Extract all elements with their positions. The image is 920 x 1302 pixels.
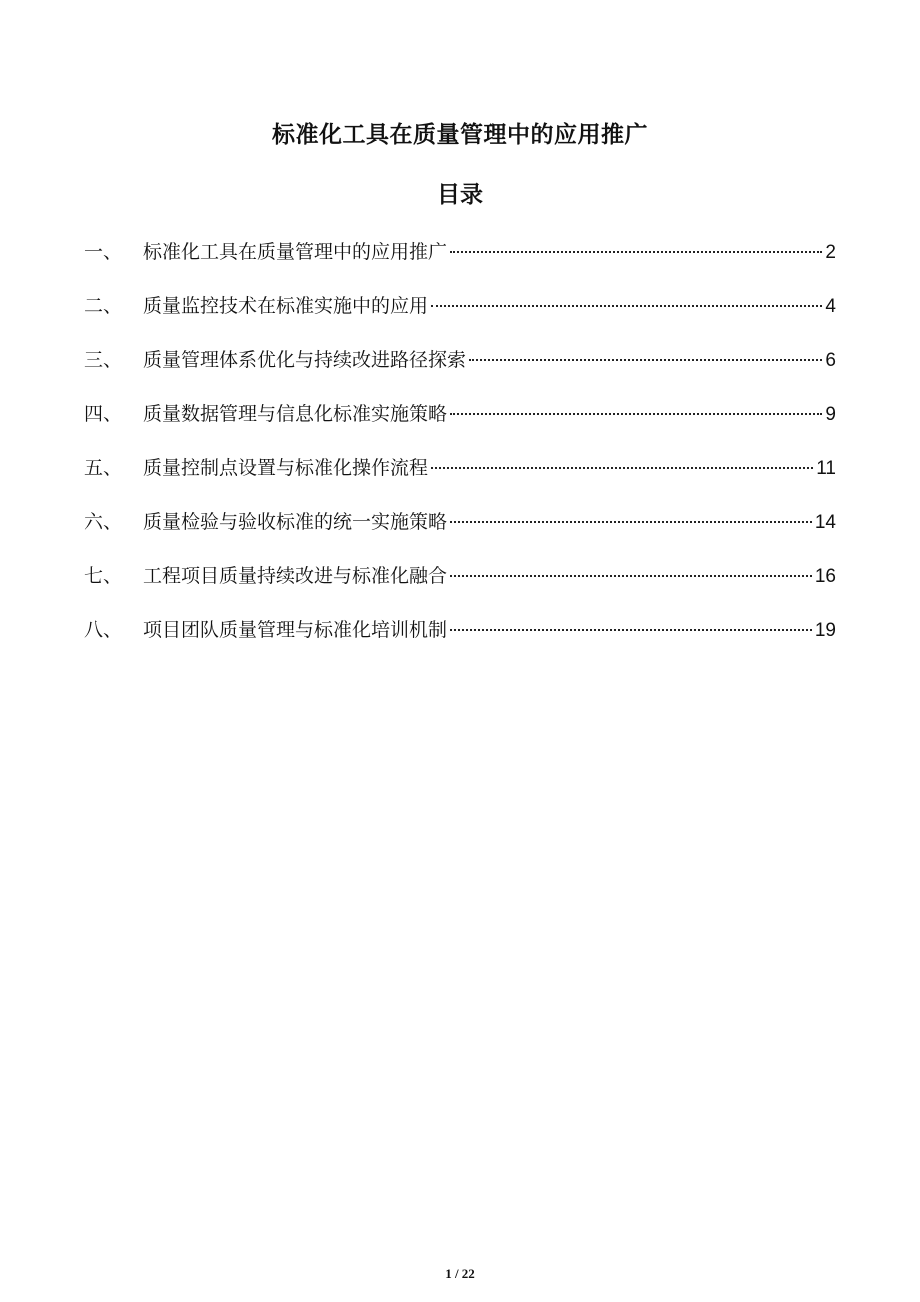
toc-entry-number: 一、 [84, 241, 123, 263]
toc-dot-leader [450, 521, 812, 523]
toc-dot-leader [469, 359, 822, 361]
toc-entry-page[interactable]: 14 [814, 512, 836, 533]
toc-dot-leader [450, 575, 812, 577]
toc-entry-page[interactable]: 11 [816, 458, 836, 479]
toc-entry[interactable] [84, 397, 836, 451]
toc-entry-page[interactable]: 9 [825, 404, 836, 425]
toc-dot-leader [431, 467, 813, 469]
toc-entry-number: 三、 [84, 349, 123, 371]
toc-entry[interactable] [84, 613, 836, 667]
toc-entry[interactable] [84, 559, 836, 613]
toc-entry-number: 二、 [84, 295, 123, 317]
toc-entry[interactable] [84, 343, 836, 397]
document-title: 标准化工具在质量管理中的应用推广 [272, 122, 648, 148]
toc-entry-title[interactable]: 质量管理体系优化与持续改进路径探索 [143, 349, 467, 371]
toc-entry[interactable] [84, 235, 836, 289]
toc-entry-number: 六、 [84, 511, 123, 533]
toc-entry-title[interactable]: 项目团队质量管理与标准化培训机制 [143, 619, 448, 641]
toc-entry-number: 八、 [84, 619, 123, 641]
toc-entry-number: 七、 [84, 565, 123, 587]
toc-entry-number: 五、 [84, 457, 123, 479]
toc-entry-title[interactable]: 质量监控技术在标准实施中的应用 [143, 295, 429, 317]
toc-entry-title[interactable]: 标准化工具在质量管理中的应用推广 [143, 241, 448, 263]
toc-entry-page[interactable]: 2 [825, 242, 836, 263]
toc-entry-title[interactable]: 质量检验与验收标准的统一实施策略 [143, 511, 448, 533]
toc-dot-leader [431, 305, 822, 307]
toc-entry-page[interactable]: 19 [814, 620, 836, 641]
toc-dot-leader [450, 629, 812, 631]
toc-dot-leader [450, 251, 822, 253]
toc-dot-leader [450, 413, 822, 415]
toc-entry-page[interactable]: 6 [825, 350, 836, 371]
toc-entry[interactable] [84, 289, 836, 343]
toc-entry[interactable] [84, 505, 836, 559]
toc-entry-number: 四、 [84, 403, 123, 425]
toc-entry-title[interactable]: 质量控制点设置与标准化操作流程 [143, 457, 429, 479]
toc-heading: 目录 [437, 182, 483, 208]
page-number-footer: 1 / 22 [445, 1266, 475, 1281]
toc-entry-title[interactable]: 工程项目质量持续改进与标准化融合 [143, 565, 448, 587]
toc-entry[interactable] [84, 451, 836, 505]
toc-entry-page[interactable]: 4 [825, 296, 836, 317]
table-of-contents [84, 235, 836, 667]
toc-entry-title[interactable]: 质量数据管理与信息化标准实施策略 [143, 403, 448, 425]
toc-entry-page[interactable]: 16 [814, 566, 836, 587]
